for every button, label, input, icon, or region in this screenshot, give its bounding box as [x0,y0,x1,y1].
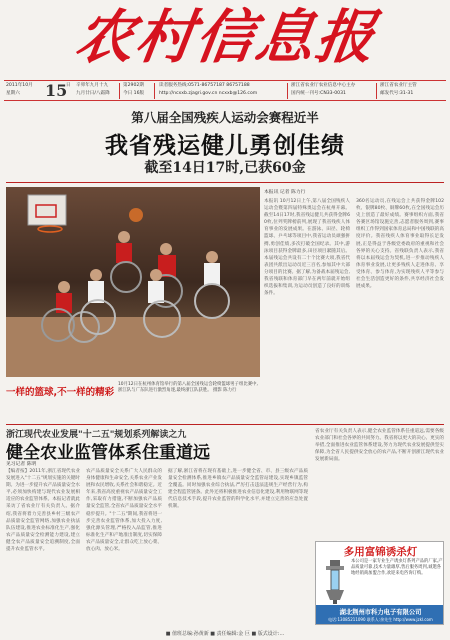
lead-headline: 我省残运健儿勇创佳绩 [105,133,345,159]
weekday: 星期六 [6,91,20,96]
lead-kicker: 第八届全国残疾人运动会赛程近半 [131,110,319,125]
lunar-date: 辛卯年九月十九 [76,83,109,88]
ad-footer [316,605,444,625]
website: http://ncxxb.zjagri.gov.cn ncxxb@126.com [159,91,258,96]
lunar-term: 九月廿日/八霜降 [76,91,110,96]
postal-code: 邮发代号:31-31 [380,91,414,96]
page-footer: ■ 值班总编:孙黄新 ■ 责任编辑:金 巨 ■ 版式设计:... [165,631,285,637]
publisher: 浙江省农业厅农业信息中心主办 [291,83,356,88]
lead-body-col2: 360名运动员,在残运会上共获得金牌102枚、银牌80枚、铜牌60枚,在全国残运会历史上创造了最好成绩。赛事组织方面,我省各赛区场馆设施完善,志愿者服务周到,赛事组织工作得到国家体育总局和中国残联的高度评价。我省残疾人体育事业取得长足发展,正是得益于各级党委政府的重视和社会各界的关心支持。省残联负责人表示,我省将以本届残运会为契机,进一步推动残疾人体育事业发展,让更多残疾人走进体育、享受体育、参与体育,为实现残疾人平等参与社会生活创造更好的条件,共享经济社会发展成果。 [356,199,444,290]
second-body-col4: 省农业厅有关负责人表示,健全农业监管体系任重道远,需要各级农业部门和社会各界的共同努力。我省将以更大的决心、更实的举措,全面推进农业监管体系建设,努力为现代农业发展提供坚实保障,为全省人民提供安全放心的农产品,不断开创浙江现代农业发展新局面。 [315,429,444,463]
second-byline: 见习记者 陈明 [6,462,37,467]
basketball-photo [6,187,260,377]
cn-number: 国内统一刊号:CN33-0031 [291,91,346,96]
divider [6,182,444,183]
second-headline: 健全农业监管体系住重道远 [6,443,210,463]
ad-company: 湖北荆州市科力电子有限公司 [339,609,422,616]
ad-title: 多用富锦诱杀灯 [343,546,418,558]
date-info-bar [4,80,446,101]
reader-phone: 读者服务热线:0571-86757187 86757188 [159,83,250,88]
caption-title: 一样的篮球,不一样的精彩 [6,387,115,398]
second-kicker: 浙江现代农业发展"十二五"规划系列解读之九 [6,430,187,440]
sponsor: 浙江省农业厅主管 [380,83,417,88]
lead-body-col1: 本报讯 10月12日上午,第八届全国残疾人运动会暨第四届特殊奥运会在杭州开幕。截至14日17时,我省残运健儿共获得金牌60枚,位列奖牌榜前列,展现了我省残疾人体育事业的发展成果。在游泳、田径、轮椅篮球、乒乓球等项目中,我省运动员顽强拼搏,勇创佳绩,多次打破全国纪录。其中,游泳项目获得金牌最多,田径项目紧随其后。本届残运会共设有二十个比赛大项,我省代表团共派出运动员近三百名,参加其中大部分项目的比赛。据了解,为备战本届残运会,我省残联和体育部门早在两年前就开始组织选拔和集训,为运动员创造了良好的训练条件。 [264,199,350,297]
issue-number: 第2902期 [123,83,144,88]
ad-text: 本公司是一家专业生产诱虫灯系列产品的厂家,产品质量可靠,技术力量雄厚,售后服务周到,诚邀各地经销商加盟合作,欢迎来电咨询订购。 [351,559,443,576]
masthead [0,0,450,80]
photo-caption [6,378,260,424]
second-body-col1: 【编者按】2011年,浙江省现代农业发展进入"十二五"规划实施的关键时期。为进一步提升农产品质量安全水平,必须加快构建与现代农业发展相适应的农业监管体系。本报记者就此采访了省农业厅有关负责人。据介绍,我省将着力完善县乡村三级农产品质量安全监管网络,加强农业执法队伍建设,推进农业标准化生产,强化农产品质量安全检测能力建设,建立健全农产品质量安全追溯制度,全面提升农业监管水平。 [6,469,80,553]
caption-text: 10月12日在杭州体育馆举行的第八届全国残运会轮椅篮球男子组比赛中,浙江队与广东队进行激烈角逐,最终浙江队获胜。 摄影 陈力行 [118,382,258,394]
second-body-col3: 据了解,浙江省将在现有基础上,进一步健全省、市、县三级农产品质量安全检测体系,推进乡镇农产品质量安全监管站建设,实现乡镇监管全覆盖。同时加强农业综合执法,严厉打击违法违规生产经营行为,构建全程监管链条。此外还将积极推进农业信息化建设,利用物联网等现代信息技术手段,提升农业监管的科学化水平,并建立完善的应急处置机制。 [168,469,308,510]
day-number: 15 [45,81,68,100]
newspaper-title: 农村信息报 [71,3,381,71]
page-count: 今日 16版 [123,91,145,96]
day-suffix: 日 [66,83,71,88]
second-body-col2: 农产品质量安全关系广大人民群众的身体健康和生命安全,关系农业产业发展和农民增收,关系社会和谐稳定。近年来,我省高度重视农产品质量安全工作,采取有力措施,不断加强农产品质量安全监管,全省农产品质量安全水平稳步提升。"十二五"期间,我省将进一步完善农业监管体系,加大投入力度,强化源头管理,严格投入品监管,推进标准化生产和产地准出制度,切实保障农产品质量安全,让群众吃上放心菜、放心肉、放心米。 [86,469,162,553]
year-month: 2011年10月 [6,83,33,88]
lead-byline: 本报讯 记者 陈力行 [264,190,306,195]
section-divider [6,424,444,425]
advertisement [315,541,444,625]
wheelchair-basketball-image [6,187,260,377]
lead-subhead: 截至14日17时,已获60金 [144,160,306,176]
ad-contact: 电话:13085211090 联系人:余先生 http://www.jzkl.com [328,617,433,622]
insect-lamp-icon [322,560,348,604]
